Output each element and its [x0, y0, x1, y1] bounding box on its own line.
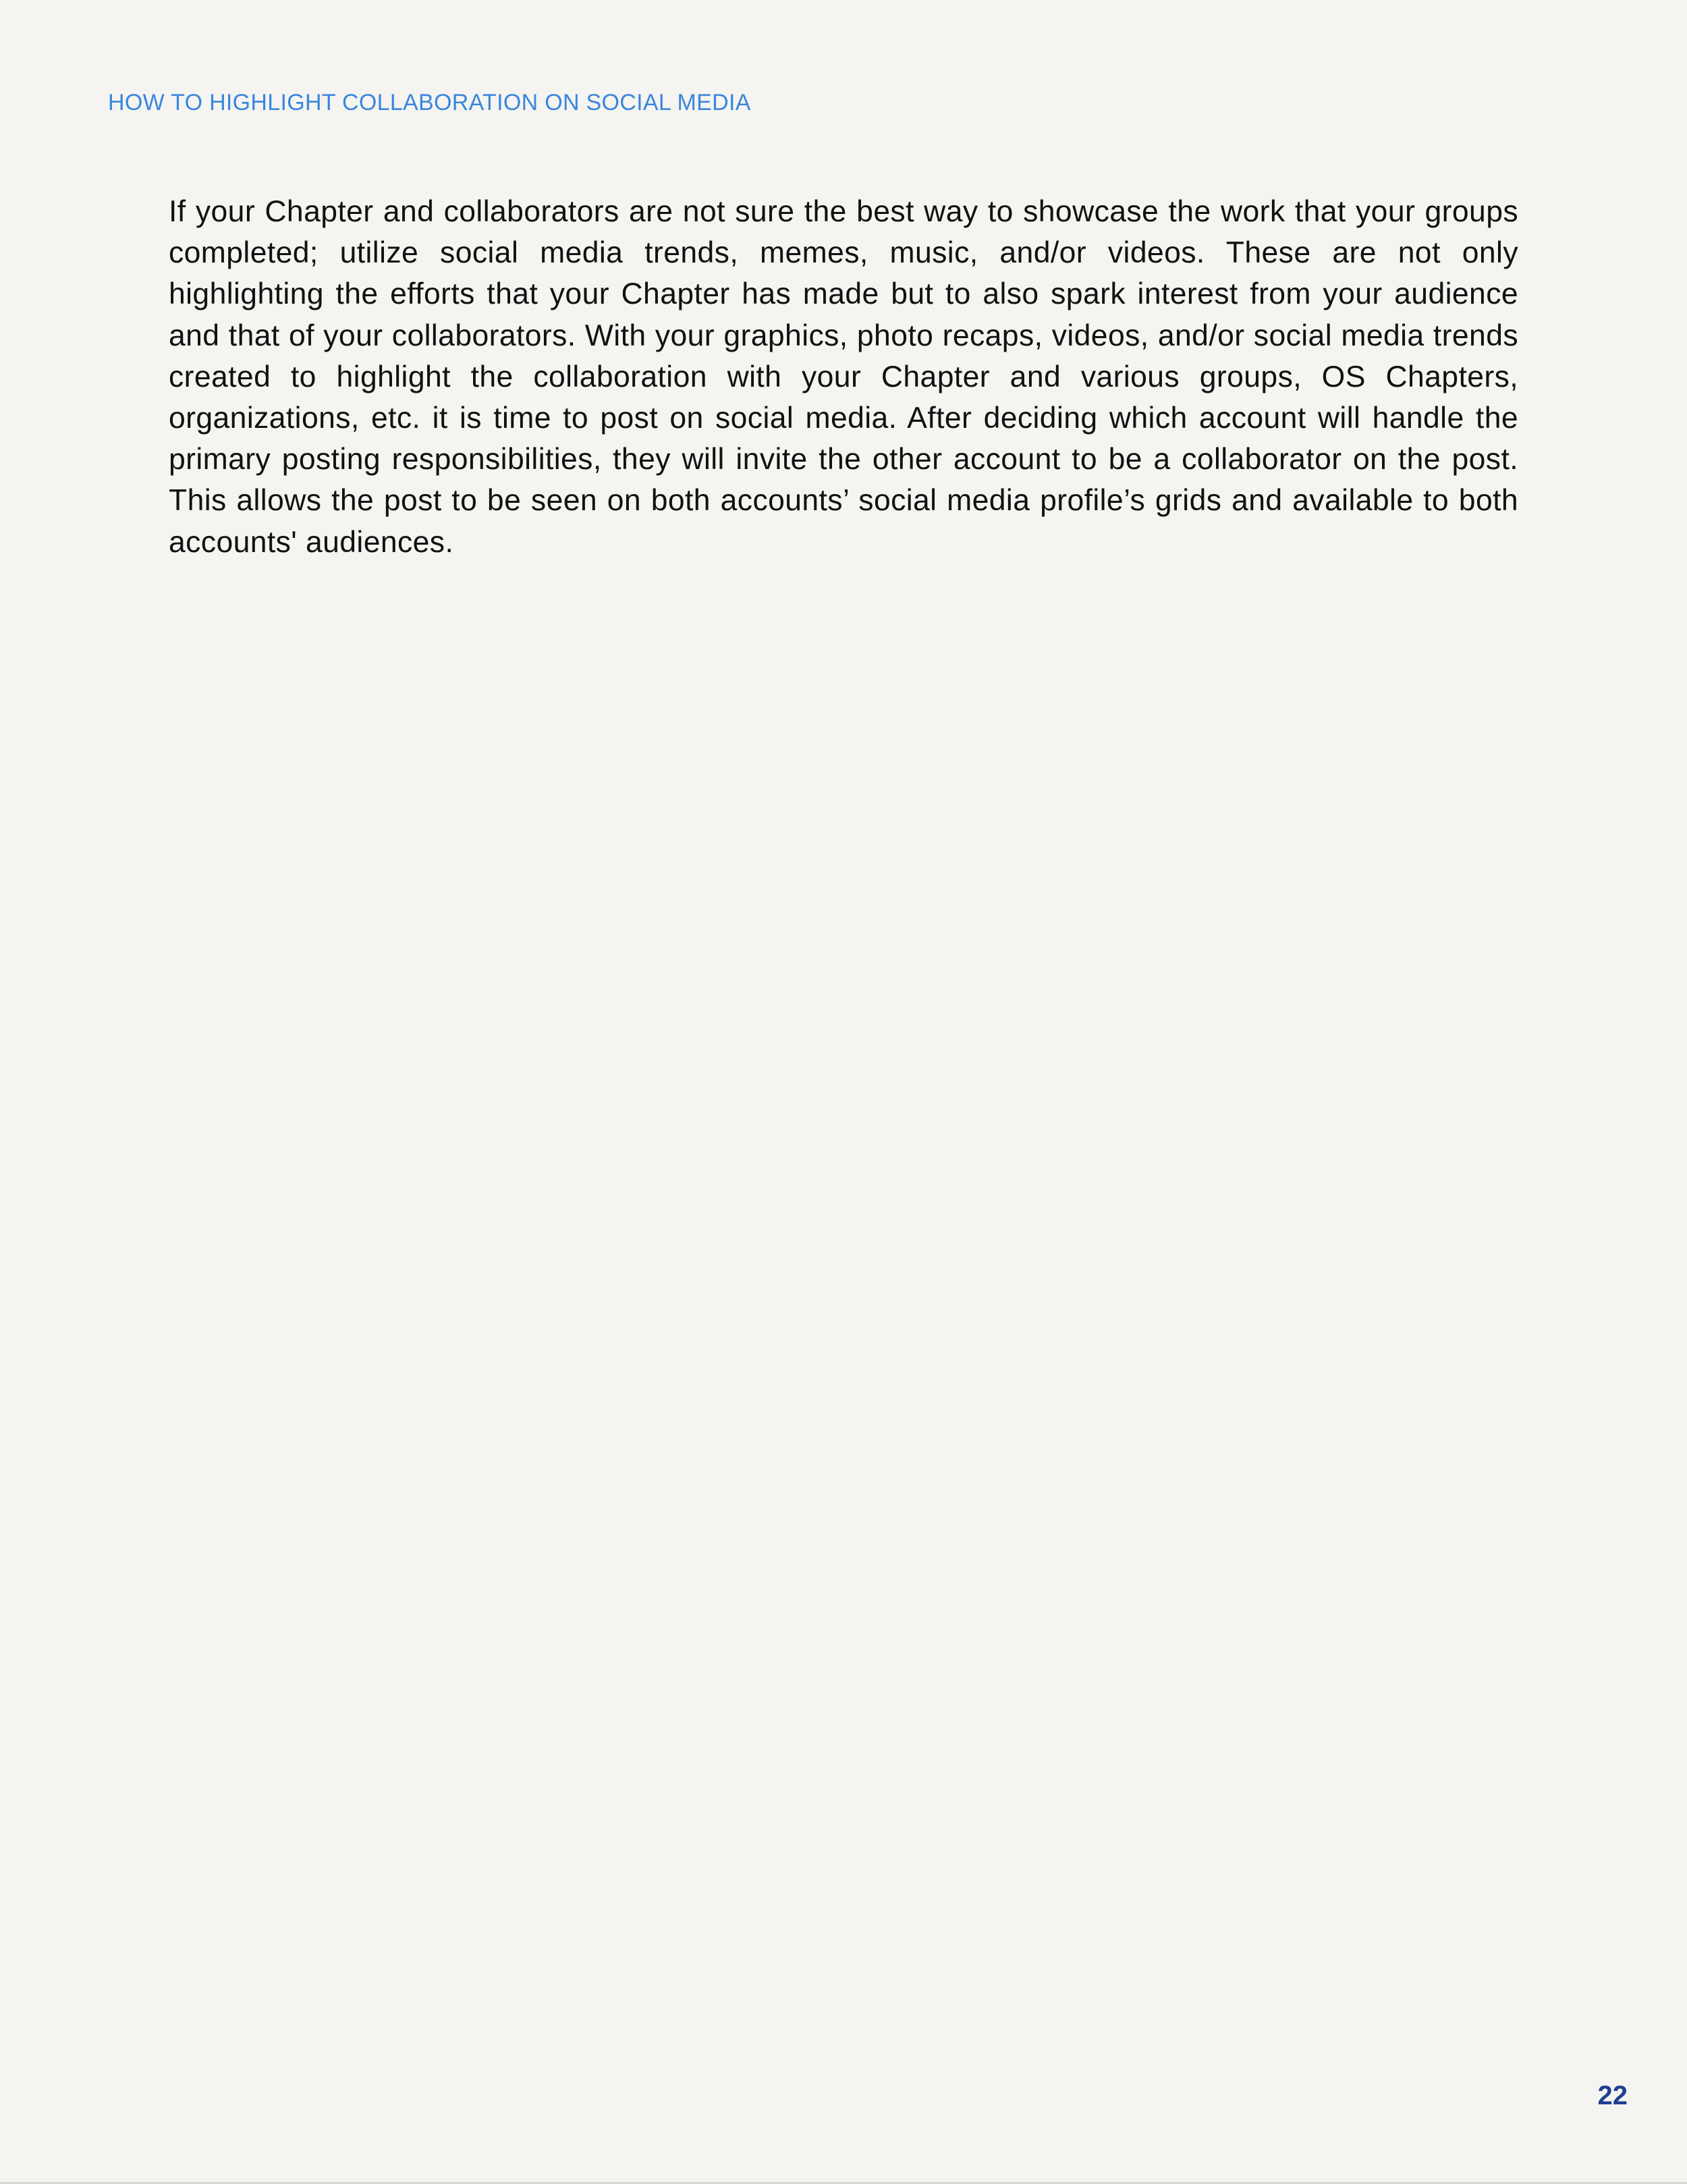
- section-header: HOW TO HIGHLIGHT COLLABORATION ON SOCIAL MEDIA: [108, 90, 751, 115]
- page-number: 22: [1597, 2081, 1628, 2110]
- body-paragraph: If your Chapter and collaborators are not sure the best way to showcase the work that your groups completed; utilize social media trends, memes, music, and/or videos. These are not only highlighting the efforts that your Chapter has made but to also spark interest from your audience and that of your collaborators. With your graphics, photo recaps, videos, and/or social media trends created to highlight the collaboration with your Chapter and various groups, OS Chapters, organizations, etc. it is time to post on social media. After deciding which account will handle the primary posting responsibilities, they will invite the other account to be a collaborator on the post. This allows the post to be seen on both accounts’ social media profile’s grids and available to both accounts' audiences.: [169, 195, 1518, 559]
